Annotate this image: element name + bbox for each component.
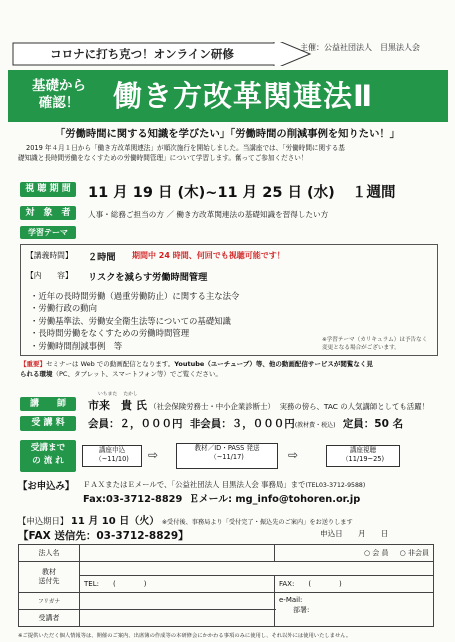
table-row [19,545,434,562]
application-date: 申込日 月 日 [320,529,389,538]
flow-label-line2: の 流 れ [32,456,64,466]
material-label-line1: 教材 [42,568,56,576]
lecturer-name: 市来 貴 氏 [88,399,147,412]
curriculum-list [30,290,239,352]
lecturer-label: 講 師 [20,397,76,411]
email-label: e-Mail: [279,596,303,604]
fax-destination: 【FAX 送信先：03-3712-8829】 [18,530,189,542]
deadline-date: 11 月 10 日（火） [70,516,160,527]
notice-prefix: 【重要】 [20,360,46,368]
intro-line2: 礎知識と長時間労働をなくすための労働時間管理」について学習します。奮ってご参加ください！ [18,154,308,162]
important-notice [20,360,430,379]
flow-step-ship [176,443,278,469]
lecturer-desc: 実務の傍ら、TAC の人気講師としても活躍！ [279,402,429,411]
banner-subtitle [16,78,102,112]
address-field[interactable] [80,562,434,576]
tel-field[interactable]: TEL: ( ) [80,576,275,593]
flow-label-line1: 受講まで [30,443,66,453]
material-address-label [19,562,80,593]
attendee-field[interactable] [80,610,275,627]
host-organization: 主催：公益社団法人 目黒法人会 [300,43,420,52]
notice-line2a: られる環境 [20,369,53,378]
flow-label [20,440,76,472]
title-banner [8,70,448,122]
apply-text [83,479,365,490]
notice-line1a: セミナーは Web での動画配信となります。 [46,360,175,368]
deadline [18,512,353,527]
lecture-time-value: ２時間 [88,252,116,263]
privacy-footnote: ※ご提供いただく個人情報等は、開催のご案内、出席簿の作成等の本研修会にかかわる事項のみに使用し、それ以外には使用いたしません。 [18,633,352,639]
theme-label: 学習テーマ [20,226,76,239]
flow-step1-line2: （~11/10) [95,455,129,463]
fee-member: 会員：２，０００円 [88,418,183,430]
intro-line1: 2019 年４月１日から「働き方改革関連法」が順次施行を開始しました。当講座では、「労働時間に関する基 [26,144,345,152]
banner-subtitle-line1: 基礎から [32,78,86,94]
list-item: ・近年の長時間労働（過重労働防止）に関する主な法令 [30,291,240,301]
attendee-label: 受講者 [19,610,80,627]
ruby-given: たかし [123,392,138,397]
lecturer-title: （社会保険労務士・中小企業診断士） [149,402,275,411]
notice-line2b: （PC、タブレット、スマートフォン等）でご覧ください。 [52,369,222,378]
list-item: ・長時間労働をなくすための労働時間管理 [30,328,190,339]
flow-arrow-icon: ⇨ [288,448,299,462]
period-duration: １週間 [352,185,396,201]
fee-label: 受 講 料 [20,416,76,431]
apply-title: 【お申込み】 [18,481,75,492]
fee-values [88,416,403,431]
catchphrase: 「労働時間に関する知識を学びたい」「労働時間の削減事例を知りたい！」 [55,128,400,140]
corp-name-label: 法人名 [19,545,80,562]
ruby-family: いちまた [98,392,118,397]
notice-line1b: Youtube（ユーチューブ）等、他の動画配信サービスが閲覧なく見 [174,360,373,368]
furigana-label: フリガナ [19,593,80,610]
flow-step2-line2: （~11/17) [210,453,244,461]
apply-email[interactable]: Ｅメール: mg_info@tohoren.or.jp [189,494,361,505]
content-value: リスクを減らす労働時間管理 [88,272,208,283]
table-row [19,576,434,593]
contact-line [83,491,360,505]
deadline-note: ※受付後、事務局より「受付完了・振込先のご案内」をお送りします [161,519,353,526]
flow-arrow-icon: ⇨ [148,448,159,462]
flow-step-apply [82,445,142,467]
apply-instructions: ＦＡＸまたはＥメールで、「公益社団法人 目黒法人会 事務局」まで [83,480,306,489]
email-dept-field[interactable] [275,593,434,627]
lecturer-info [88,397,429,413]
deadline-label: 【申込期日】 [18,516,69,526]
curriculum-note: ※学習テーマ（カリキュラム）は予告なく変更となる場合がございます。 [322,337,428,351]
lecturer-ruby [98,390,138,397]
online-seminar-tagline: コロナに打ち克つ！オンライン研修 [50,47,234,61]
member-type-field[interactable] [275,545,434,562]
nonmember-option[interactable]: ○ 非会員 [399,549,429,557]
list-item: ・労働時間削減事例 等 [30,340,123,351]
page-title: 働き方改革関連法Ⅱ [113,79,374,113]
header-arrow [12,42,312,66]
member-option[interactable]: ○ 会 員 [363,549,389,557]
furigana-field[interactable] [80,593,275,610]
apply-tel: (TEL03-3712-9588) [305,482,366,489]
fee-capacity: 定員：50 名 [342,418,404,430]
dept-label: 部署: [293,606,310,614]
list-item: ・労働行政の動向 [30,303,97,314]
material-label-line2: 送付先 [38,577,60,585]
content-key: 【内 容】 [26,271,73,280]
period-value: 11 月 19 日 (木)~11 月 25 日 (水) [88,185,335,201]
flow-step-view [326,445,400,467]
fee-nonmember: 非会員：３，０００円 [189,418,295,430]
target-label: 対 象 者 [20,206,76,220]
fee-tax-note: (教材費・税込) [294,422,336,429]
intro-text [18,143,443,163]
target-value: 人事・総務ご担当の方 ／ 働き方改革関連法の基礎知識を習得したい方 [88,210,329,219]
fax-field[interactable]: FAX: ( ) [275,576,434,593]
apply-fax: Fax:03-3712-8829 [83,494,183,505]
table-row [19,593,434,610]
table-row [19,562,434,576]
lecture-time-key: 【講義時間】 [26,251,73,260]
list-item: ・労働基準法、労働安全衛生法等についての基礎知識 [30,315,231,326]
flow-step2-line1: 教材／ID・PASS 発送 [194,444,260,452]
period-label: 視 聴 期 間 [20,182,76,197]
corp-name-field[interactable] [80,545,275,562]
flow-step3-line2: （11/19~25) [341,455,385,463]
banner-subtitle-line2: 確認！ [38,95,80,111]
application-form [18,544,434,627]
lecture-time-note: 期間中 24 時間、何回でも視聴可能です！ [132,251,285,260]
flow-step1-line1: 講座申込 [98,446,126,454]
flow-step3-line1: 講座視聴 [349,446,377,454]
